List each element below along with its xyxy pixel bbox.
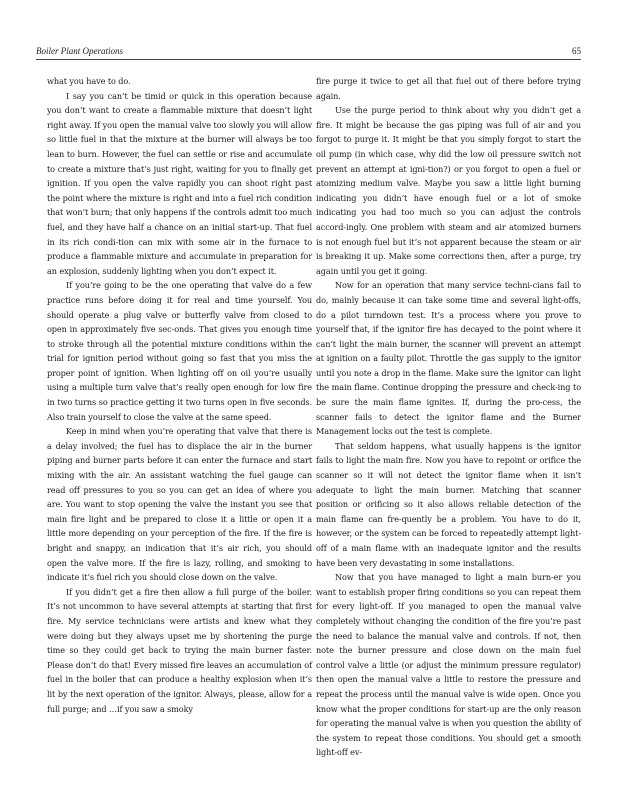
book-title: Boiler Plant Operations bbox=[36, 46, 123, 56]
paragraph: Use the purge period to think about why you didn’t get a fire. It might be because the gas piping was full of air and you forgot to purge it. It might be that you simply forgot to start the oil pump (in which case, why did the low oil pressure switch not prevent an attempt at igni-tion?) or you forgot to open a fuel or atomizing medium valve. Maybe you saw a little light burning indicating you didn’t have enough fuel or a lot of smoke indicating you had too much so you can adjust the controls accord-ingly. One problem with steam and air atomized burners is not enough fuel but it’s not apparent because the steam or air is breaking it up. Make some corrections then, after a purge, try again until you get it going. bbox=[316, 105, 581, 276]
paragraph: Now for an operation that many service techni-cians fail to do, mainly because it can take some time and several light-offs, do a pilot turndown test. It’s a process where you prove to yourself that, if the ignitor fire has decayed to the point where it can’t light the main burner, the scanner will prevent an attempt at ignition on a faulty pilot. Throttle the gas supply to the ignitor until you note a drop in the flame. Make sure the ignitor can light the main flame. Continue dropping the pressure and check-ing to be sure the main flame ignites. If, during the pro-cess, the scanner fails to detect the ignitor flame and the Burner Management locks out the test is complete. bbox=[316, 280, 581, 437]
paragraph: If you’re going to be the one operating that valve do a few practice runs before doing it for real and time yourself. You should operate a plug valve or butterfly valve from closed to open in approximately five sec-onds. That gives you enough time to stroke through all the potential mixture conditions within the trial for ignition period without going so fast that you miss the proper point of ignition. When lighting off on oil you’re usually using a multiple turn valve that’s really open enough for low fire in two turns so practice getting it two turns open in five seconds. Also train yourself to close the valve at the same speed. bbox=[47, 280, 312, 422]
paragraph: Keep in mind when you’re operating that valve that there is a delay involved; the fuel has to displace the air in the burner piping and burner parts before it can enter the furnace and start mixing with the air. An assistant watching the fuel gauge can read off pressures to you so you can get an idea of where you are. You want to stop opening the valve the instant you see that main fire light and be prepared to close it a little or open it a little more depending on your perception of the fire. If the fire is bright and snappy, an indication that it’s air rich, you should open the valve more. If the fire is lazy, rolling, and smoking to indicate it’s fuel rich you should close down on the valve. bbox=[47, 426, 312, 583]
left-column bbox=[47, 74, 312, 716]
paragraph: If you didn’t get a fire then allow a full purge of the boiler. It’s not uncommon to have several attempts at starting that first fire. My service technicians were artists and knew what they were doing but they always upset me by shortening the purge time so they could get back to trying the main burner faster. Please don’t do that! Every missed fire leaves an accumulation of fuel in the boiler that can produce a healthy explosion when it’s lit by the next operation of the ignitor. Always, please, allow for a full purge; and …if you saw a smoky bbox=[47, 586, 312, 714]
paragraph: fire purge it twice to get all that fuel out of there before trying again. bbox=[316, 76, 581, 101]
running-header bbox=[36, 46, 581, 60]
paragraph: Now that you have managed to light a main burn-er you want to establish proper firing conditions so you can repeat them for every light-off. If you managed to open the manual valve completely without changing the condition of the fire you’re past the need to balance the manual valve and controls. If not, then note the burner pressure and close down on the main fuel control valve a little (or adjust the minimum pressure regulator) then open the manual valve a little to restore the pressure and repeat the process until the manual valve is wide open. Once you know what the proper conditions for start-up are the only reason for operating the manual valve is when you question the ability of the system to repeat those conditions. You should get a smooth light-off ev- bbox=[316, 572, 581, 758]
paragraph: what you have to do. bbox=[47, 76, 131, 86]
paragraph: I say you can’t be timid or quick in this operation because you don’t want to create a flammable mixture that doesn’t light right away. If you open the manual valve too slowly you will allow so little fuel in that the mixture at the burner will always be too lean to burn. However, the fuel can settle or rise and accumulate to create a mixture that’s just right, waiting for you to finally get ignition. If you open the valve rapidly you can shoot right past the point where the mixture is right and into a fuel rich condition that won’t burn; that only happens if the controls admit too much fuel, and they have half a chance on an initial start-up. That fuel in its rich condi-tion can mix with some air in the furnace to produce a flammable mixture and accumulate in preparation for an explosion, suddenly lighting when you don’t expect it. bbox=[47, 90, 312, 276]
right-column bbox=[316, 74, 581, 760]
page-number: 65 bbox=[572, 46, 581, 56]
paragraph: That seldom happens, what usually happens is the ignitor fails to light the main fire. Now you have to repoint or orifice the scanner so it will not detect the ignitor flame when it isn’t adequate to light the main burner. Matching that scanner position or orificing so it also allows reliable detection of the main flame can fre-quently be a problem. You have to do it, however, or the system can be forced to repeatedly attempt light-off of a main flame with an inadequate ignitor and the results have been very devastating in some installations. bbox=[316, 440, 581, 568]
